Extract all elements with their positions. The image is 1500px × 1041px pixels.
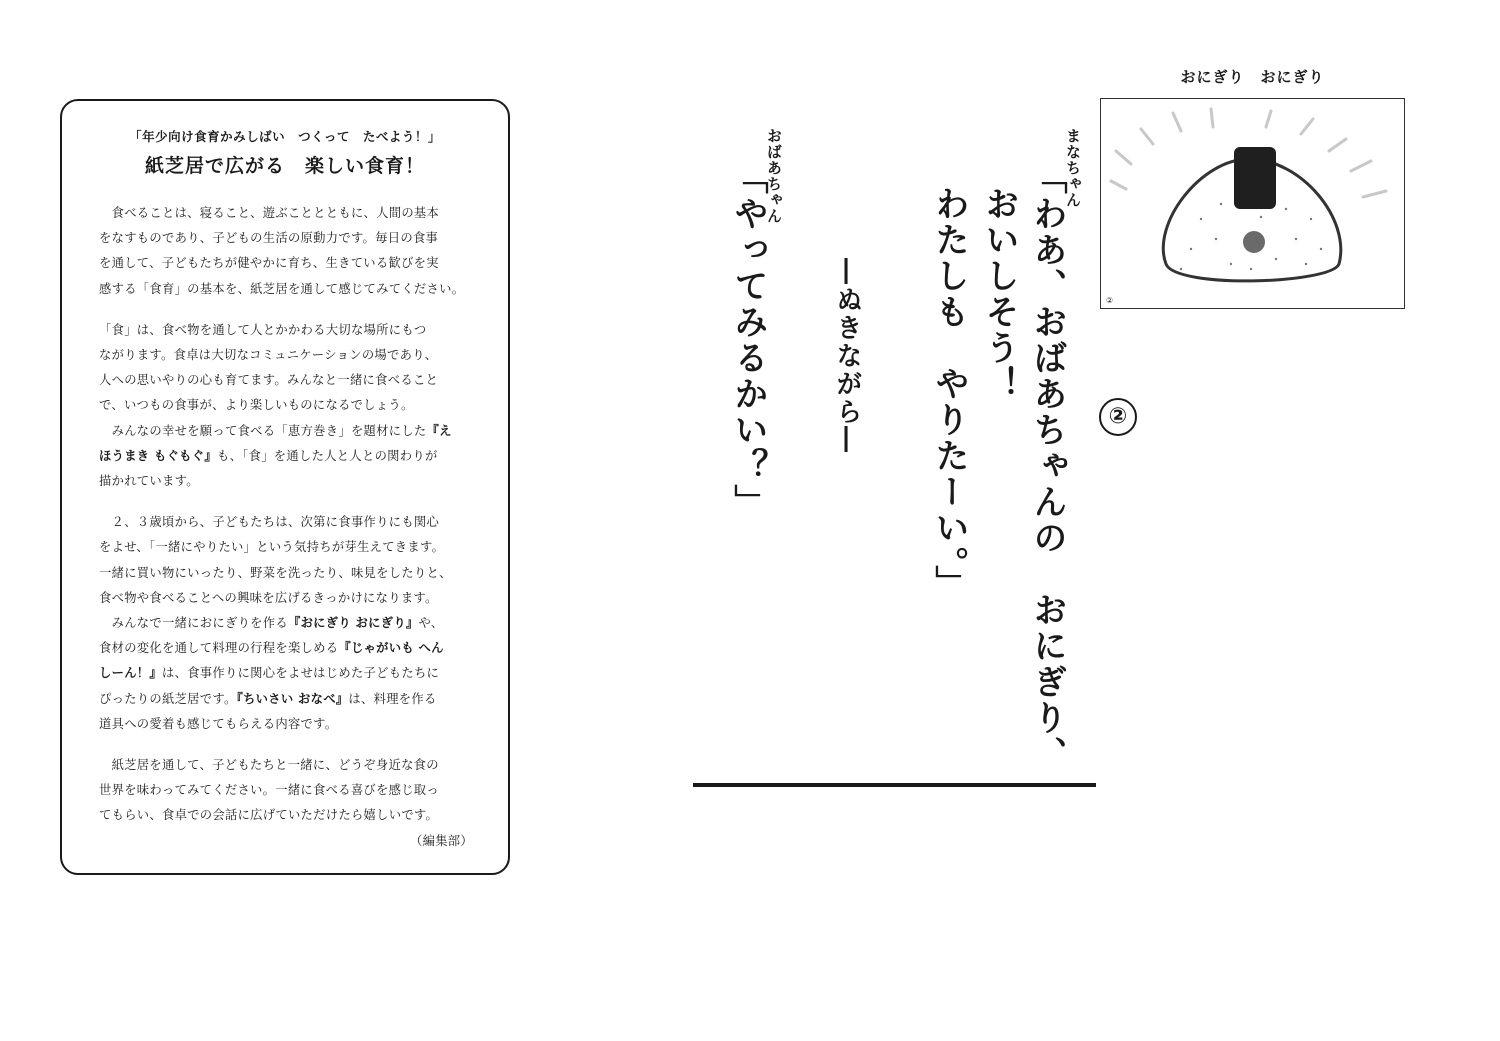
text-line: 食材の変化を通して料理の行程を楽しめる『じゃがいも へん <box>99 641 444 656</box>
text-line: を通して、子どもたちが健やかに育ち、生きている歓びを実 <box>99 256 439 271</box>
text-line: てもらい、食卓での会話に広げていただけたら嬉しいです。 <box>99 808 439 823</box>
text-line: をよせ、「一緒にやりたい」という気持ちが芽生えてきます。 <box>99 540 445 555</box>
book-title: しーん！』 <box>99 666 162 681</box>
paragraph-4 <box>99 753 479 854</box>
text-line: をなすものであり、子どもの生活の原動力です。毎日の食事 <box>99 231 439 246</box>
dialogue-line: 「やってみるかい？」 <box>728 160 768 520</box>
thumbnail-frame <box>1100 98 1405 309</box>
stage-direction: ―ぬきながら― <box>832 258 862 454</box>
info-box <box>60 99 510 875</box>
info-body <box>99 201 479 854</box>
thumbnail-number: ② <box>1106 296 1114 305</box>
book-title: 『おにぎり おにぎり』 <box>287 616 419 631</box>
text-line: 感する「食育」の基本を、紙芝居を通して感じてみてください。 <box>99 281 465 296</box>
thumbnail-caption: おにぎり おにぎり <box>1180 68 1325 86</box>
speaker-label: まなちゃん <box>1064 128 1082 208</box>
dialogue-line: 「わあ、おばあちゃんの おにぎり、 <box>1027 160 1067 772</box>
text-line: 食べることは、寝ること、遊ぶこととともに、人間の基本 <box>99 206 440 220</box>
scene-number: ② <box>1099 398 1137 436</box>
book-title: 『ちいさい おなべ』 <box>236 691 349 706</box>
dialogue-line: おいしそう！ <box>979 186 1019 402</box>
info-title: 紙芝居で広がる 楽しい食育！ <box>144 155 425 177</box>
paragraph-1 <box>99 201 479 302</box>
book-title: 『じゃがいも へん <box>338 641 444 656</box>
text-line: 人への思いやりの心も育てます。みんなと一緒に食べること <box>99 373 439 388</box>
onigiri-illustration <box>1101 99 1406 310</box>
paragraph-2 <box>99 318 479 494</box>
text-line: で、いつもの食事が、より楽しいものになるでしょう。 <box>99 398 414 413</box>
info-subtitle: 「年少向け食育かみしばい つくって たべよう！」 <box>129 129 441 144</box>
text-line: 食べ物や食べることへの興味を広げるきっかけになります。 <box>99 590 438 605</box>
text-line: 紙芝居を通して、子どもたちと一緒に、どうぞ身近な食の <box>99 758 439 773</box>
text-line: ２、３歳頃から、子どもたちは、次第に食事作りにも関心 <box>99 515 440 530</box>
book-title: ほうまき もぐもぐ』 <box>99 448 217 463</box>
text-line: 一緒に買い物にいったり、野菜を洗ったり、味見をしたりと、 <box>99 565 452 580</box>
text-line: みんなで一緒におにぎりを作る『おにぎり おにぎり』や、 <box>99 616 444 631</box>
text-line: 道具への愛着も感じてもらえる内容です。 <box>99 716 338 731</box>
dialogue-line: わたしも やりたーい。」 <box>929 186 969 601</box>
signature: （編集部） <box>410 833 473 848</box>
speaker-label: おばあちゃん <box>765 128 783 224</box>
text-line: ながります。食卓は大切なコミュニケーションの場であり、 <box>99 348 438 363</box>
text-line: しーん！』は、食事作りに関心をよせはじめた子どもたちに <box>99 666 440 681</box>
book-title: 『え <box>426 423 452 438</box>
text-line: 世界を味わってみてください。一緒に食べる喜びを感じ取っ <box>99 783 439 798</box>
text-line: ぴったりの紙芝居です。『ちいさい おなべ』は、料理を作る <box>99 691 437 706</box>
divider-line <box>693 783 1096 787</box>
text-line: 「食」は、食べ物を通して人とかかわる大切な場所にもつ <box>99 322 427 337</box>
text-line: ほうまき もぐもぐ』も、「食」を通した人と人との関わりが <box>99 448 438 463</box>
paragraph-3 <box>99 510 479 737</box>
text-line: 描かれています。 <box>99 474 199 489</box>
text-line: みんなの幸せを願って食べる「恵方巻き」を題材にした『え <box>99 423 452 438</box>
